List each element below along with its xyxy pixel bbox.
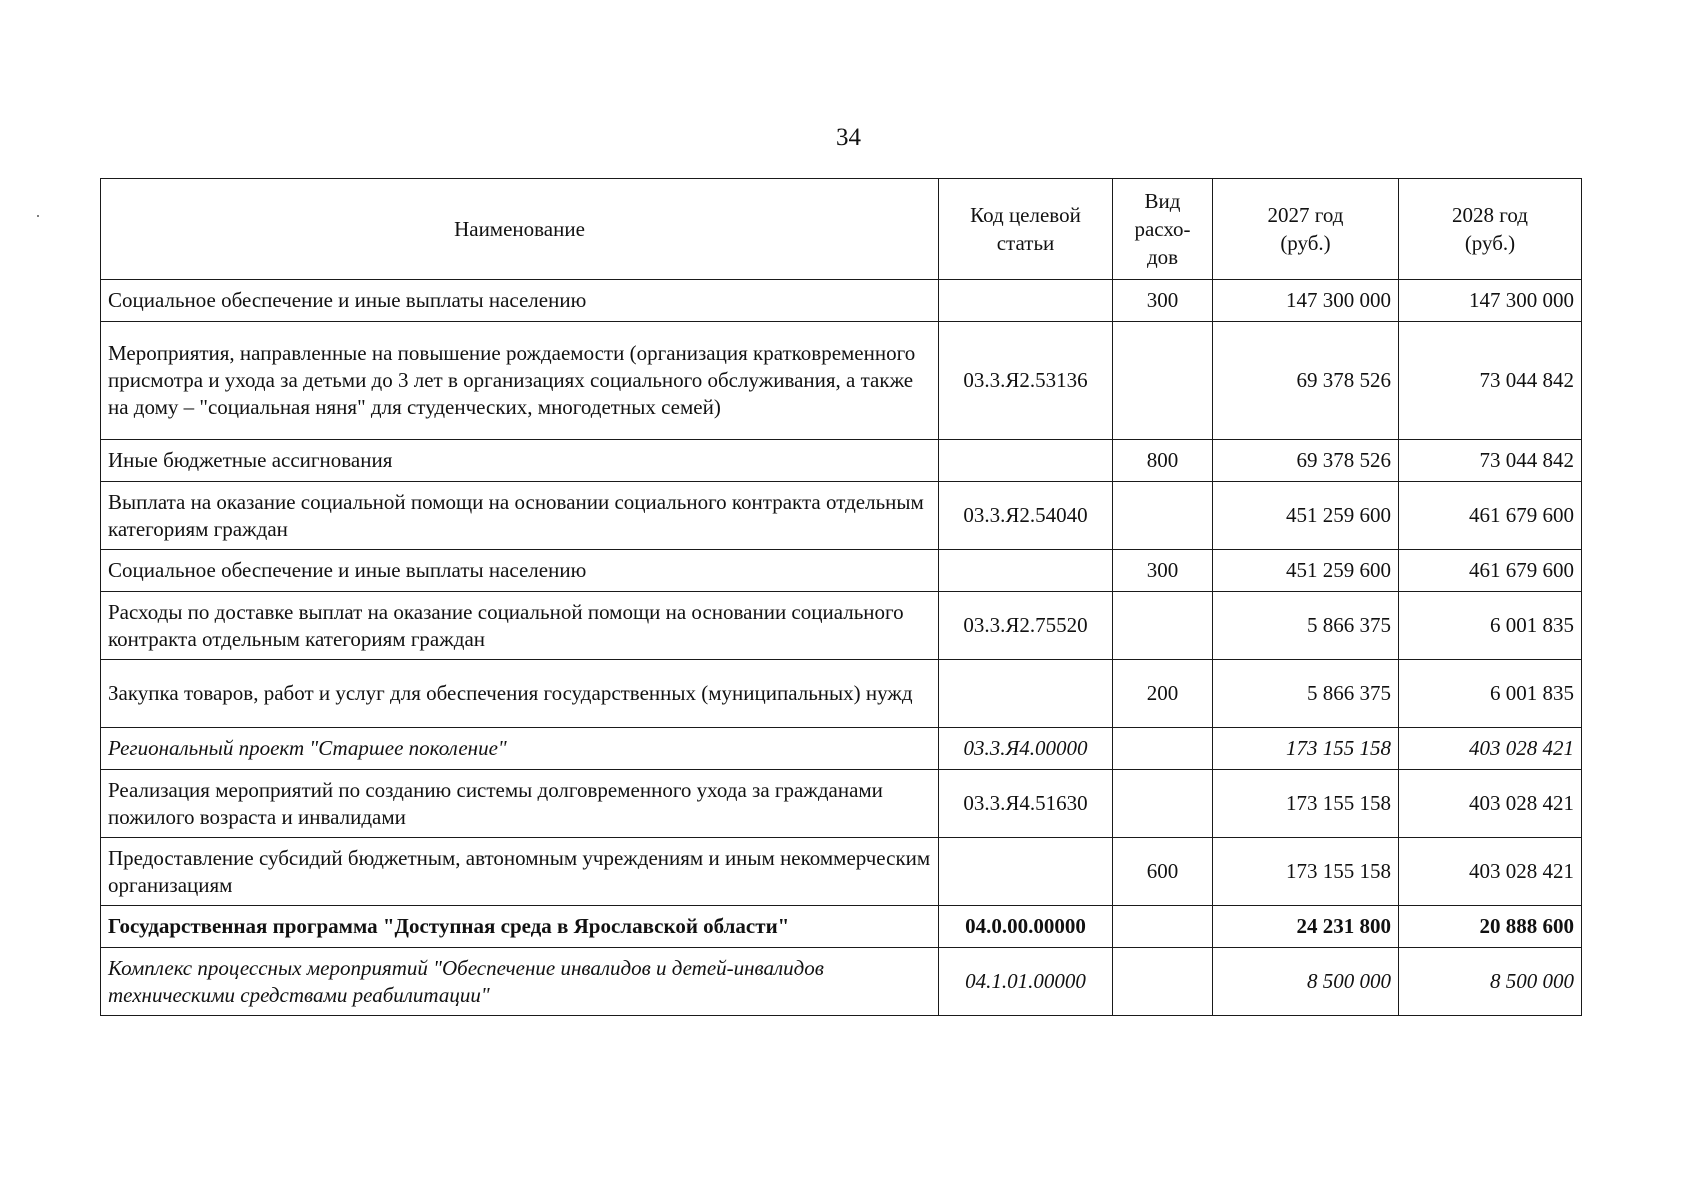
scan-speck (37, 215, 39, 217)
row-name-cell: Иные бюджетные ассигнования (101, 440, 939, 482)
table-row (101, 906, 1582, 948)
row-name-cell: Предоставление субсидий бюджетным, автономным учреждениям и иным некоммерческим организациям (101, 838, 939, 906)
row-kind-cell (1113, 906, 1213, 948)
row-name-cell: Государственная программа "Доступная среда в Ярославской области" (101, 906, 939, 948)
table-row (101, 592, 1582, 660)
row-2028-cell: 403 028 421 (1399, 728, 1582, 770)
row-kind-cell (1113, 592, 1213, 660)
table-row (101, 838, 1582, 906)
row-code-cell (939, 838, 1113, 906)
row-code-cell: 04.0.00.00000 (939, 906, 1113, 948)
row-code-cell (939, 280, 1113, 322)
table-row (101, 770, 1582, 838)
row-2028-cell: 73 044 842 (1399, 440, 1582, 482)
header-2027: 2027 год (руб.) (1213, 179, 1399, 280)
table-row (101, 660, 1582, 728)
header-kind: Вид расхо-дов (1113, 179, 1213, 280)
row-2028-cell: 20 888 600 (1399, 906, 1582, 948)
row-2027-cell: 173 155 158 (1213, 838, 1399, 906)
table-row (101, 482, 1582, 550)
row-2028-cell: 6 001 835 (1399, 592, 1582, 660)
row-name-cell: Мероприятия, направленные на повышение рождаемости (организация кратковременного присмотра и ухода за детьми до 3 лет в организациях социального обслуживания, а также на дому – "социальная няня" для студенческих, многодетных семей) (101, 322, 939, 440)
row-name-cell: Реализация мероприятий по созданию системы долговременного ухода за гражданами пожилого возраста и инвалидами (101, 770, 939, 838)
row-2027-cell: 69 378 526 (1213, 440, 1399, 482)
row-name-cell: Закупка товаров, работ и услуг для обеспечения государственных (муниципальных) нужд (101, 660, 939, 728)
table-row (101, 322, 1582, 440)
row-name-cell: Региональный проект "Старшее поколение" (101, 728, 939, 770)
row-2028-cell: 6 001 835 (1399, 660, 1582, 728)
row-kind-cell: 600 (1113, 838, 1213, 906)
row-name-cell: Выплата на оказание социальной помощи на основании социального контракта отдельным категориям граждан (101, 482, 939, 550)
header-name: Наименование (101, 179, 939, 280)
row-code-cell: 03.3.Я2.53136 (939, 322, 1113, 440)
row-code-cell (939, 550, 1113, 592)
row-name-cell: Комплекс процессных мероприятий "Обеспечение инвалидов и детей-инвалидов техническими средствами реабилитации" (101, 948, 939, 1016)
table-header-row (101, 179, 1582, 280)
row-2027-cell: 5 866 375 (1213, 660, 1399, 728)
row-code-cell: 03.3.Я4.00000 (939, 728, 1113, 770)
table-row (101, 550, 1582, 592)
row-name-cell: Социальное обеспечение и иные выплаты населению (101, 550, 939, 592)
row-kind-cell: 800 (1113, 440, 1213, 482)
row-2027-cell: 5 866 375 (1213, 592, 1399, 660)
row-kind-cell (1113, 322, 1213, 440)
row-kind-cell: 200 (1113, 660, 1213, 728)
row-2028-cell: 403 028 421 (1399, 838, 1582, 906)
row-2028-cell: 461 679 600 (1399, 482, 1582, 550)
table-row (101, 948, 1582, 1016)
table-row (101, 280, 1582, 322)
row-code-cell: 03.3.Я4.51630 (939, 770, 1113, 838)
page-number: 34 (836, 124, 861, 151)
row-code-cell: 04.1.01.00000 (939, 948, 1113, 1016)
budget-table (100, 178, 1582, 1016)
row-kind-cell: 300 (1113, 280, 1213, 322)
row-kind-cell (1113, 728, 1213, 770)
row-2027-cell: 173 155 158 (1213, 728, 1399, 770)
row-2028-cell: 461 679 600 (1399, 550, 1582, 592)
table-row (101, 440, 1582, 482)
row-2027-cell: 24 231 800 (1213, 906, 1399, 948)
row-code-cell (939, 440, 1113, 482)
row-2028-cell: 8 500 000 (1399, 948, 1582, 1016)
row-2027-cell: 69 378 526 (1213, 322, 1399, 440)
row-kind-cell (1113, 948, 1213, 1016)
row-name-cell: Социальное обеспечение и иные выплаты населению (101, 280, 939, 322)
header-2028: 2028 год (руб.) (1399, 179, 1582, 280)
table-row (101, 728, 1582, 770)
row-kind-cell (1113, 770, 1213, 838)
row-code-cell: 03.3.Я2.75520 (939, 592, 1113, 660)
row-2027-cell: 173 155 158 (1213, 770, 1399, 838)
row-2027-cell: 451 259 600 (1213, 550, 1399, 592)
row-2028-cell: 147 300 000 (1399, 280, 1582, 322)
row-2028-cell: 403 028 421 (1399, 770, 1582, 838)
row-2027-cell: 147 300 000 (1213, 280, 1399, 322)
row-2027-cell: 8 500 000 (1213, 948, 1399, 1016)
row-code-cell (939, 660, 1113, 728)
row-code-cell: 03.3.Я2.54040 (939, 482, 1113, 550)
row-2027-cell: 451 259 600 (1213, 482, 1399, 550)
row-kind-cell (1113, 482, 1213, 550)
row-2028-cell: 73 044 842 (1399, 322, 1582, 440)
row-kind-cell: 300 (1113, 550, 1213, 592)
row-name-cell: Расходы по доставке выплат на оказание социальной помощи на основании социального контракта отдельным категориям граждан (101, 592, 939, 660)
table-body (101, 280, 1582, 1016)
header-code: Код целевой статьи (939, 179, 1113, 280)
